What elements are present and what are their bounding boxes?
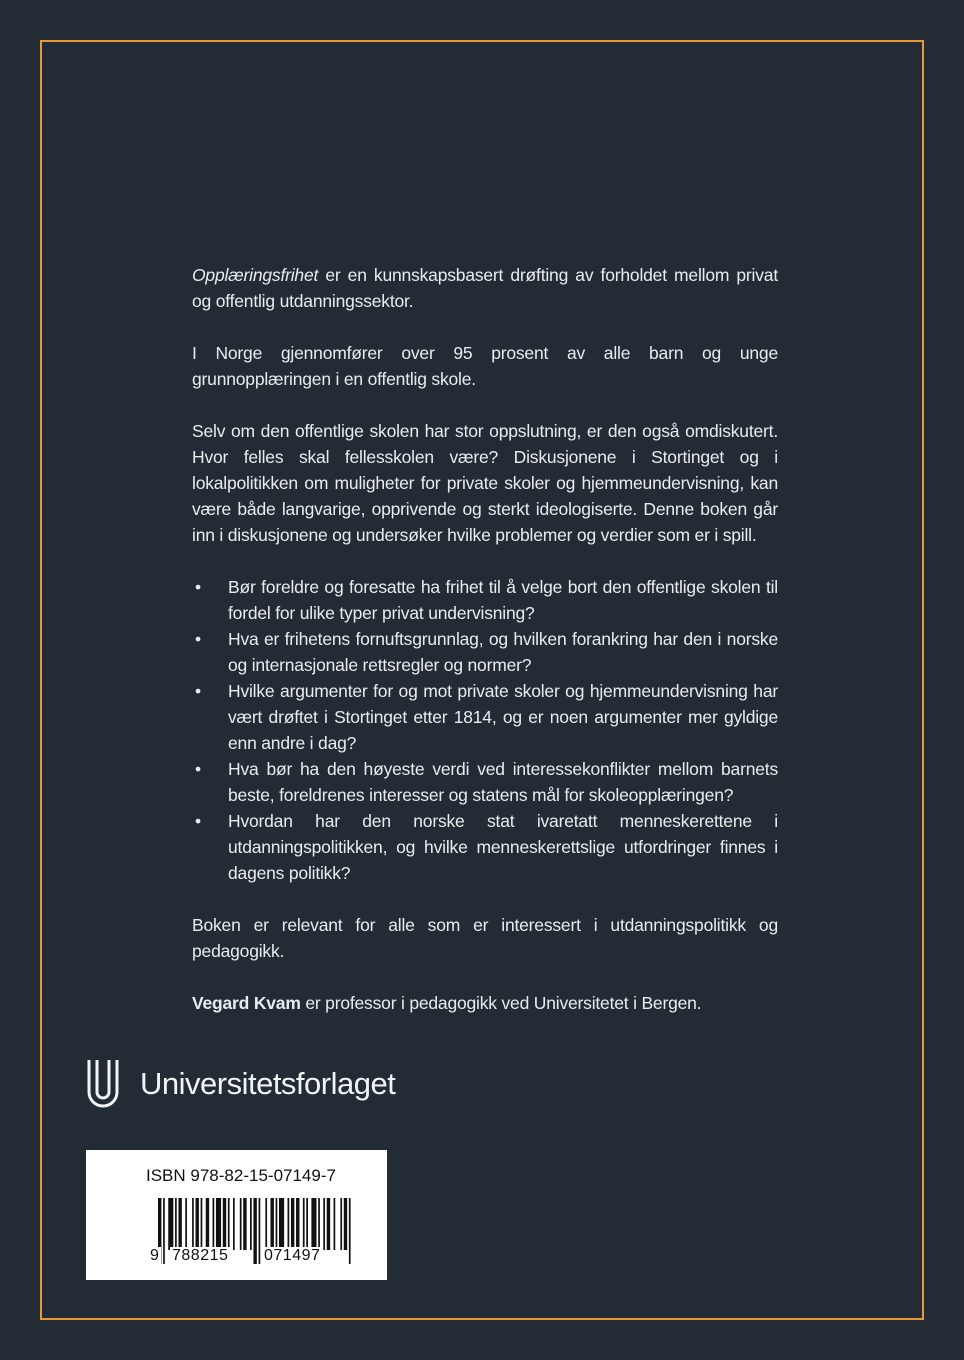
bullet-icon: • [195, 577, 201, 597]
barcode-bar [228, 1198, 230, 1250]
back-cover-blurb [192, 262, 778, 1042]
statistic-paragraph: I Norge gjennomfører over 95 prosent av alle barn og unge grunnopplæringen i en offentlig skole. [192, 343, 778, 389]
barcode-bar [323, 1198, 325, 1250]
barcode-bar [334, 1198, 336, 1250]
barcode-bar [306, 1198, 308, 1250]
barcode-bar [288, 1198, 290, 1250]
barcode-bar [311, 1198, 316, 1250]
list-item [192, 808, 778, 886]
barcode-bar [178, 1198, 181, 1250]
barcode-bar [279, 1198, 284, 1250]
barcode-bar [201, 1198, 203, 1250]
barcode-bar [175, 1198, 177, 1250]
author-bio: er professor i pedagogikk ved Universitetet i Bergen. [300, 993, 702, 1013]
barcode-bar [250, 1198, 252, 1250]
list-item-text: Hvilke argumenter for og mot private skoler og hjemmeundervisning har vært drøftet i Stortinget etter 1814, og er noen argumenter mer gyldige enn andre i dag? [228, 681, 778, 753]
barcode-bar [259, 1198, 261, 1264]
bullet-icon: • [195, 811, 201, 831]
list-item [192, 574, 778, 626]
barcode-bar [233, 1198, 235, 1250]
list-item-text: Hvordan har den norske stat ivaretatt menneskerettene i utdanningspolitikken, og hvilke menneskerettslige utfordringer finnes i dagens politikk? [228, 811, 778, 883]
author-name: Vegard Kvam [192, 993, 301, 1013]
barcode-bar [340, 1198, 342, 1250]
barcode-bar [296, 1198, 299, 1250]
bullet-icon: • [195, 759, 201, 779]
publisher-name: Universitetsforlaget [140, 1066, 396, 1101]
barcode-bar [243, 1198, 246, 1250]
list-item-text: Hva er frihetens fornuftsgrunnlag, og hvilken forankring har den i norske og internasjonale rettsregler og normer? [228, 629, 778, 675]
bullet-icon: • [195, 629, 201, 649]
barcode-digits-right: 071497 [264, 1247, 321, 1264]
discussion-paragraph: Selv om den offentlige skolen har stor oppslutning, er den også omdiskutert. Hvor felles skal fellesskolen være? Diskusjonene i Stortinget og i lokalpolitikken om muligheter for private skoler og hjemmeundervisning, kan være både langvarige, opprivende og sterkt ideologiserte. Denne boken går inn i diskusjonene og undersøker hvilke problemer og verdier som er i spill. [192, 421, 778, 545]
list-item-text: Bør foreldre og foresatte ha frihet til å velge bort den offentlige skolen til fordel for ulike typer privat undervisning? [228, 577, 778, 623]
barcode-bar [303, 1198, 305, 1250]
isbn-number: ISBN 978-82-15-07149-7 [146, 1166, 336, 1185]
barcode-bar [318, 1198, 320, 1250]
intro-text: er en kunnskapsbasert drøfting av forholdet mellom privat og offentlig utdanningssektor. [192, 265, 778, 311]
publisher-logo-icon [86, 1058, 120, 1110]
barcode-bar [327, 1198, 330, 1250]
list-item [192, 756, 778, 808]
barcode-bar [216, 1198, 221, 1250]
barcode-bar [265, 1198, 267, 1250]
list-item [192, 678, 778, 756]
barcode-bar [163, 1198, 165, 1264]
barcode-bar [270, 1198, 273, 1250]
barcode-bar [291, 1198, 294, 1250]
barcode-bar [253, 1198, 256, 1264]
relevance-paragraph: Boken er relevant for alle som er interessert i utdanningspolitikk og pedagogikk. [192, 915, 778, 961]
barcode-bar [168, 1198, 173, 1250]
list-item [192, 626, 778, 678]
isbn-barcode-label [86, 1150, 387, 1280]
barcode-bar [223, 1198, 226, 1250]
barcode-digits-left: 788215 [172, 1247, 229, 1264]
barcode-digit-first: 9 [150, 1247, 159, 1264]
question-list [192, 574, 778, 886]
book-title: Opplæringsfrihet [192, 265, 319, 285]
barcode-bar [196, 1198, 199, 1250]
barcode-bar [185, 1198, 187, 1250]
barcode-bar [213, 1198, 215, 1250]
intro-paragraph [192, 262, 778, 314]
author-paragraph [192, 990, 778, 1016]
list-item-text: Hva bør ha den høyeste verdi ved interessekonflikter mellom barnets beste, foreldrenes interesser og statens mål for skoleopplæringen? [228, 759, 778, 805]
publisher-logo [86, 1058, 395, 1110]
bullet-icon: • [195, 681, 201, 701]
barcode-bar [206, 1198, 209, 1250]
barcode-bar [349, 1198, 351, 1264]
barcode-bar [192, 1198, 194, 1250]
barcode-bar [344, 1198, 347, 1250]
barcode-bar [240, 1198, 242, 1250]
barcode-bar [276, 1198, 278, 1250]
